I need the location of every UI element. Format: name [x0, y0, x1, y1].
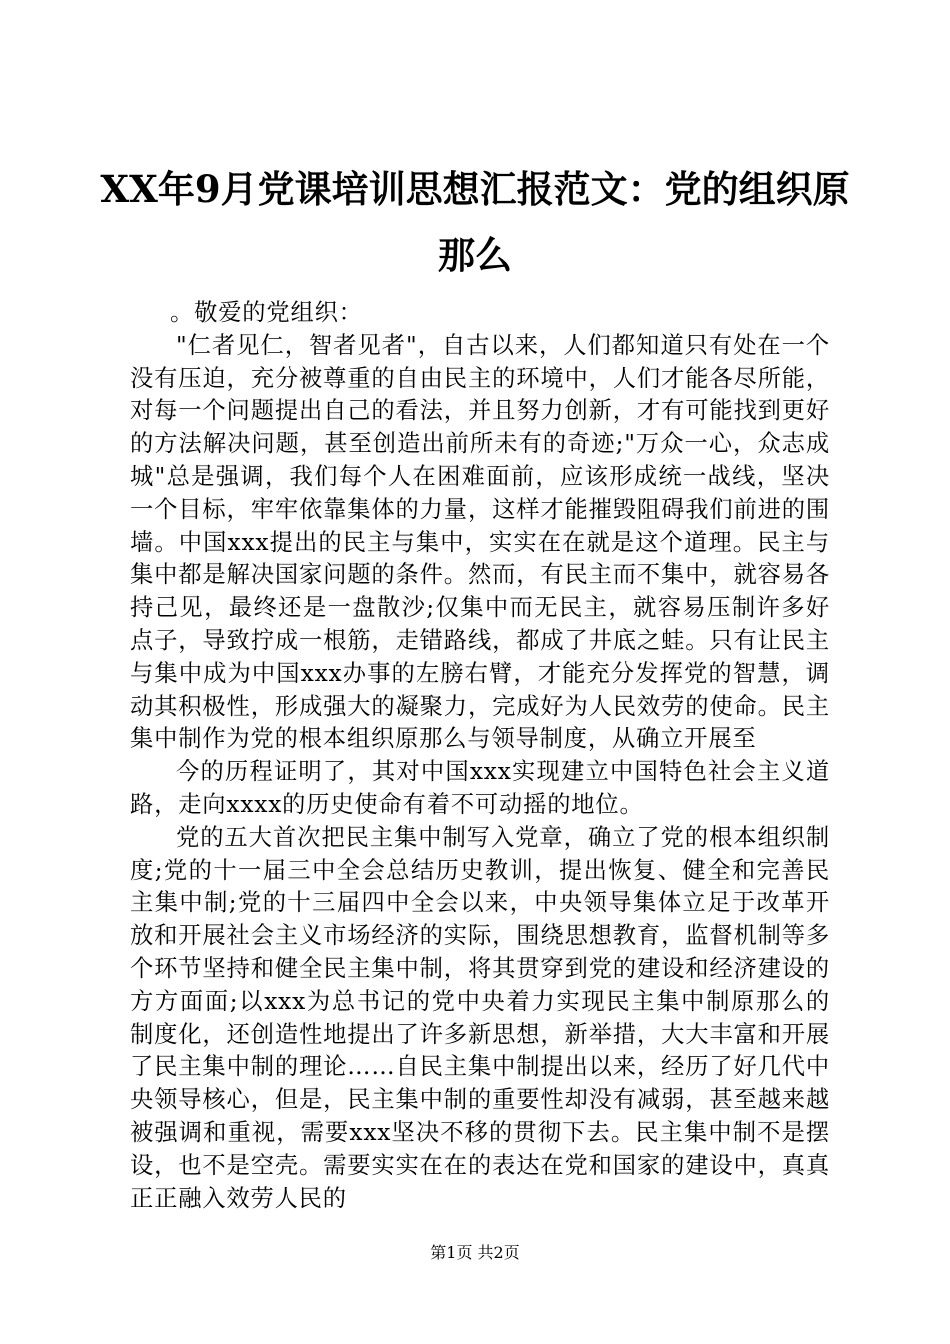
- page-number-footer: 第1页 共2页: [430, 1243, 520, 1262]
- salutation: 。敬爱的党组织：: [170, 299, 363, 326]
- paragraph-1: "仁者见仁，智者见者"，自古以来，人们都知道只有处在一个没有压迫，充分被尊重的自由民主的环境中，人们才能各尽所能，对每一个问题提出自己的看法，并且努力创新，才有可能找到更好的方法解决问题，甚至创造出前所未有的奇迹;"万众一心，众志成城"总是强调，我们每个人在困难面前，应该形成统一战线，坚决一个目标，牢牢依靠集体的力量，这样才能摧毁阻碍我们前进的围墙。中国xxx提出的民主与集中，实实在在就是这个道理。民主与集中都是解决国家问题的条件。然而，有民主而不集中，就容易各持己见，最终还是一盘散沙;仅集中而无民主，就容易压制许多好点子，导致拧成一根筋，走错路线，都成了井底之蛙。只有让民主与集中成为中国xxx办事的左膀右臂，才能充分发挥党的智慧，调动其积极性，形成强大的凝聚力，完成好为人民效劳的使命。民主集中制作为党的根本组织原那么与领导制度，从确立开展至: [130, 331, 830, 753]
- paragraph-3: 党的五大首次把民主集中制写入党章，确立了党的根本组织制度;党的十一届三中全会总结历史教训，提出恢复、健全和完善民主集中制;党的十三届四中全会以来，中央领导集体立足于改革开放和开展社会主义市场经济的实际，围绕思想教育，监督机制等多个环节坚持和健全民主集中制，将其贯穿到党的建设和经济建设的方方面面;以xxx为总书记的党中央着力实现民主集中制原那么的制度化，还创造性地提出了许多新思想，新举措，大大丰富和开展了民主集中制的理论……自民主集中制提出以来，经历了好几代中央领导核心，但是，民主集中制的重要性却没有减弱，甚至越来越被强调和重视，需要xxx坚决不移的贯彻下去。民主集中制不是摆设，也不是空壳。需要实实在在的表达在党和国家的建设中，真真正正融入效劳人民的: [130, 823, 830, 1212]
- document-body: [130, 297, 830, 1215]
- document-title: XX年9月党课培训思想汇报范文：党的组织原那么: [100, 167, 850, 277]
- paragraph-2: 今的历程证明了，其对中国xxx实现建立中国特色社会主义道路，走向xxxx的历史使命有着不可动摇的地位。: [130, 758, 830, 818]
